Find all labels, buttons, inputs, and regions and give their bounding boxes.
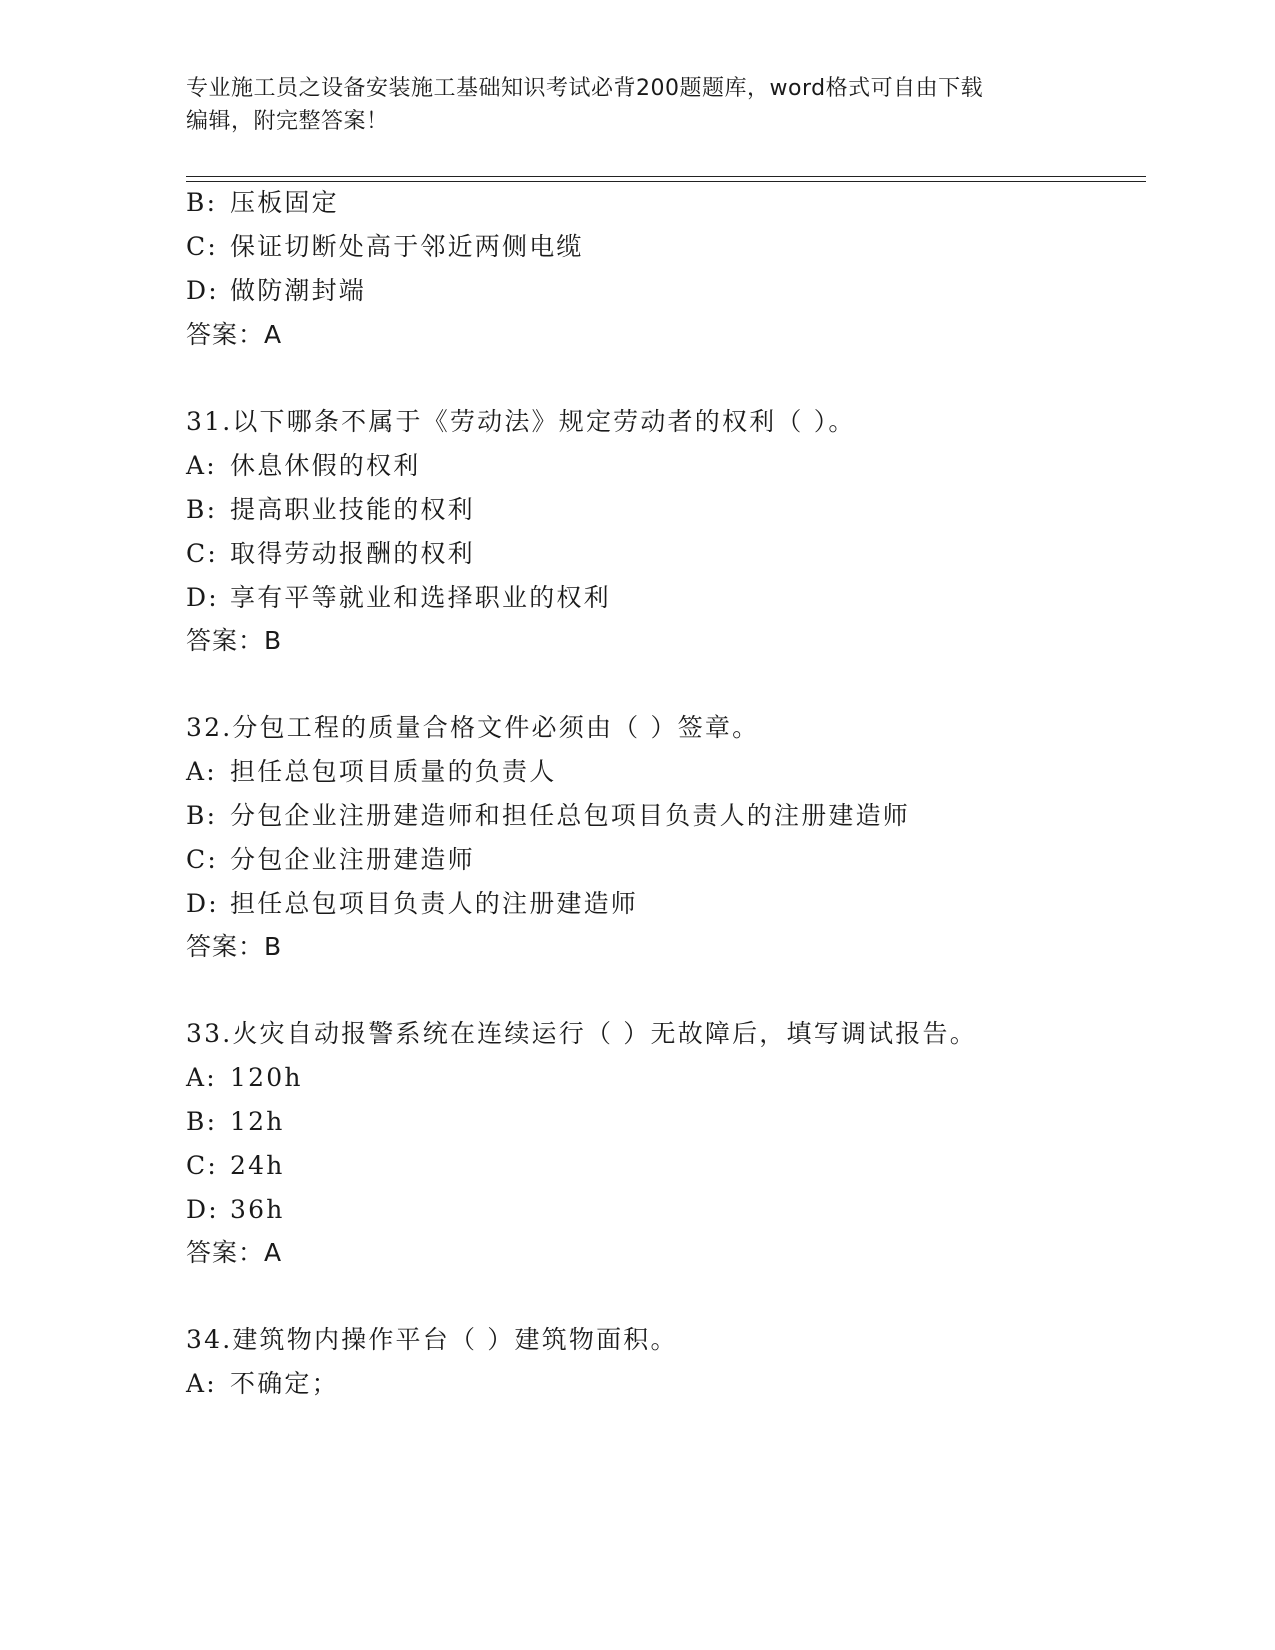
option-text: 压板固定: [230, 188, 339, 217]
option-line: [186, 800, 910, 832]
option-text: 担任总包项目质量的负责人: [230, 757, 557, 786]
header-divider-bottom: [186, 181, 1146, 182]
option-letter: C:: [186, 845, 218, 874]
header-title-line-1: 专业施工员之设备安装施工基础知识考试必背200题题库，word格式可自由下载: [186, 76, 984, 101]
option-line: [186, 888, 638, 920]
option-line: [186, 1106, 285, 1138]
option-line: [186, 844, 475, 876]
option-letter: D:: [186, 583, 219, 612]
document-header: [186, 72, 1066, 138]
option-letter: A:: [186, 757, 217, 786]
header-divider-top: [186, 176, 1146, 177]
option-text: 取得劳动报酬的权利: [230, 539, 475, 568]
option-text: 120h: [230, 1063, 303, 1092]
option-line: [186, 756, 556, 788]
question-line: 33.火灾自动报警系统在连续运行（ ）无故障后，填写调试报告。: [186, 1019, 977, 1048]
option-letter: B:: [186, 801, 218, 830]
answer-line: 答案：A: [186, 1238, 283, 1267]
option-letter: B:: [186, 1107, 218, 1136]
option-letter: C:: [186, 1151, 218, 1180]
option-letter: A:: [186, 1063, 217, 1092]
option-text: 保证切断处高于邻近两侧电缆: [230, 232, 584, 261]
answer-line: 答案：B: [186, 932, 283, 961]
option-text: 提高职业技能的权利: [230, 495, 475, 524]
option-letter: A:: [186, 1369, 217, 1398]
option-text: 36h: [230, 1195, 285, 1224]
option-line: [186, 1194, 285, 1226]
option-text: 12h: [230, 1107, 285, 1136]
option-letter: D:: [186, 276, 219, 305]
option-text: 担任总包项目负责人的注册建造师: [230, 889, 639, 918]
option-letter: D:: [186, 1195, 219, 1224]
answer-line: 答案：B: [186, 626, 283, 655]
option-text: 休息休假的权利: [230, 451, 421, 480]
question-line: 31.以下哪条不属于《劳动法》规定劳动者的权利（ ）。: [186, 407, 856, 436]
option-line: [186, 450, 420, 482]
option-text: 分包企业注册建造师和担任总包项目负责人的注册建造师: [230, 801, 911, 830]
option-line: [186, 1368, 339, 1400]
option-letter: A:: [186, 451, 217, 480]
option-text: 分包企业注册建造师: [230, 845, 475, 874]
option-letter: D:: [186, 889, 219, 918]
option-text: 享有平等就业和选择职业的权利: [230, 583, 611, 612]
header-title-line-2: 编辑，附完整答案！: [186, 109, 389, 134]
option-line: [186, 275, 366, 307]
option-line: [186, 582, 611, 614]
option-text: 不确定；: [230, 1369, 339, 1398]
option-letter: C:: [186, 539, 218, 568]
option-text: 24h: [230, 1151, 285, 1180]
option-line: [186, 1150, 285, 1182]
question-line: 32.分包工程的质量合格文件必须由（ ）签章。: [186, 713, 760, 742]
option-line: [186, 538, 475, 570]
option-line: [186, 1062, 303, 1094]
option-letter: C:: [186, 232, 218, 261]
option-letter: B:: [186, 188, 218, 217]
option-letter: B:: [186, 495, 218, 524]
option-line: [186, 187, 339, 219]
answer-line: 答案：A: [186, 320, 283, 349]
option-line: [186, 231, 584, 263]
question-line: 34.建筑物内操作平台（ ）建筑物面积。: [186, 1325, 678, 1354]
option-text: 做防潮封端: [230, 276, 367, 305]
option-line: [186, 494, 475, 526]
